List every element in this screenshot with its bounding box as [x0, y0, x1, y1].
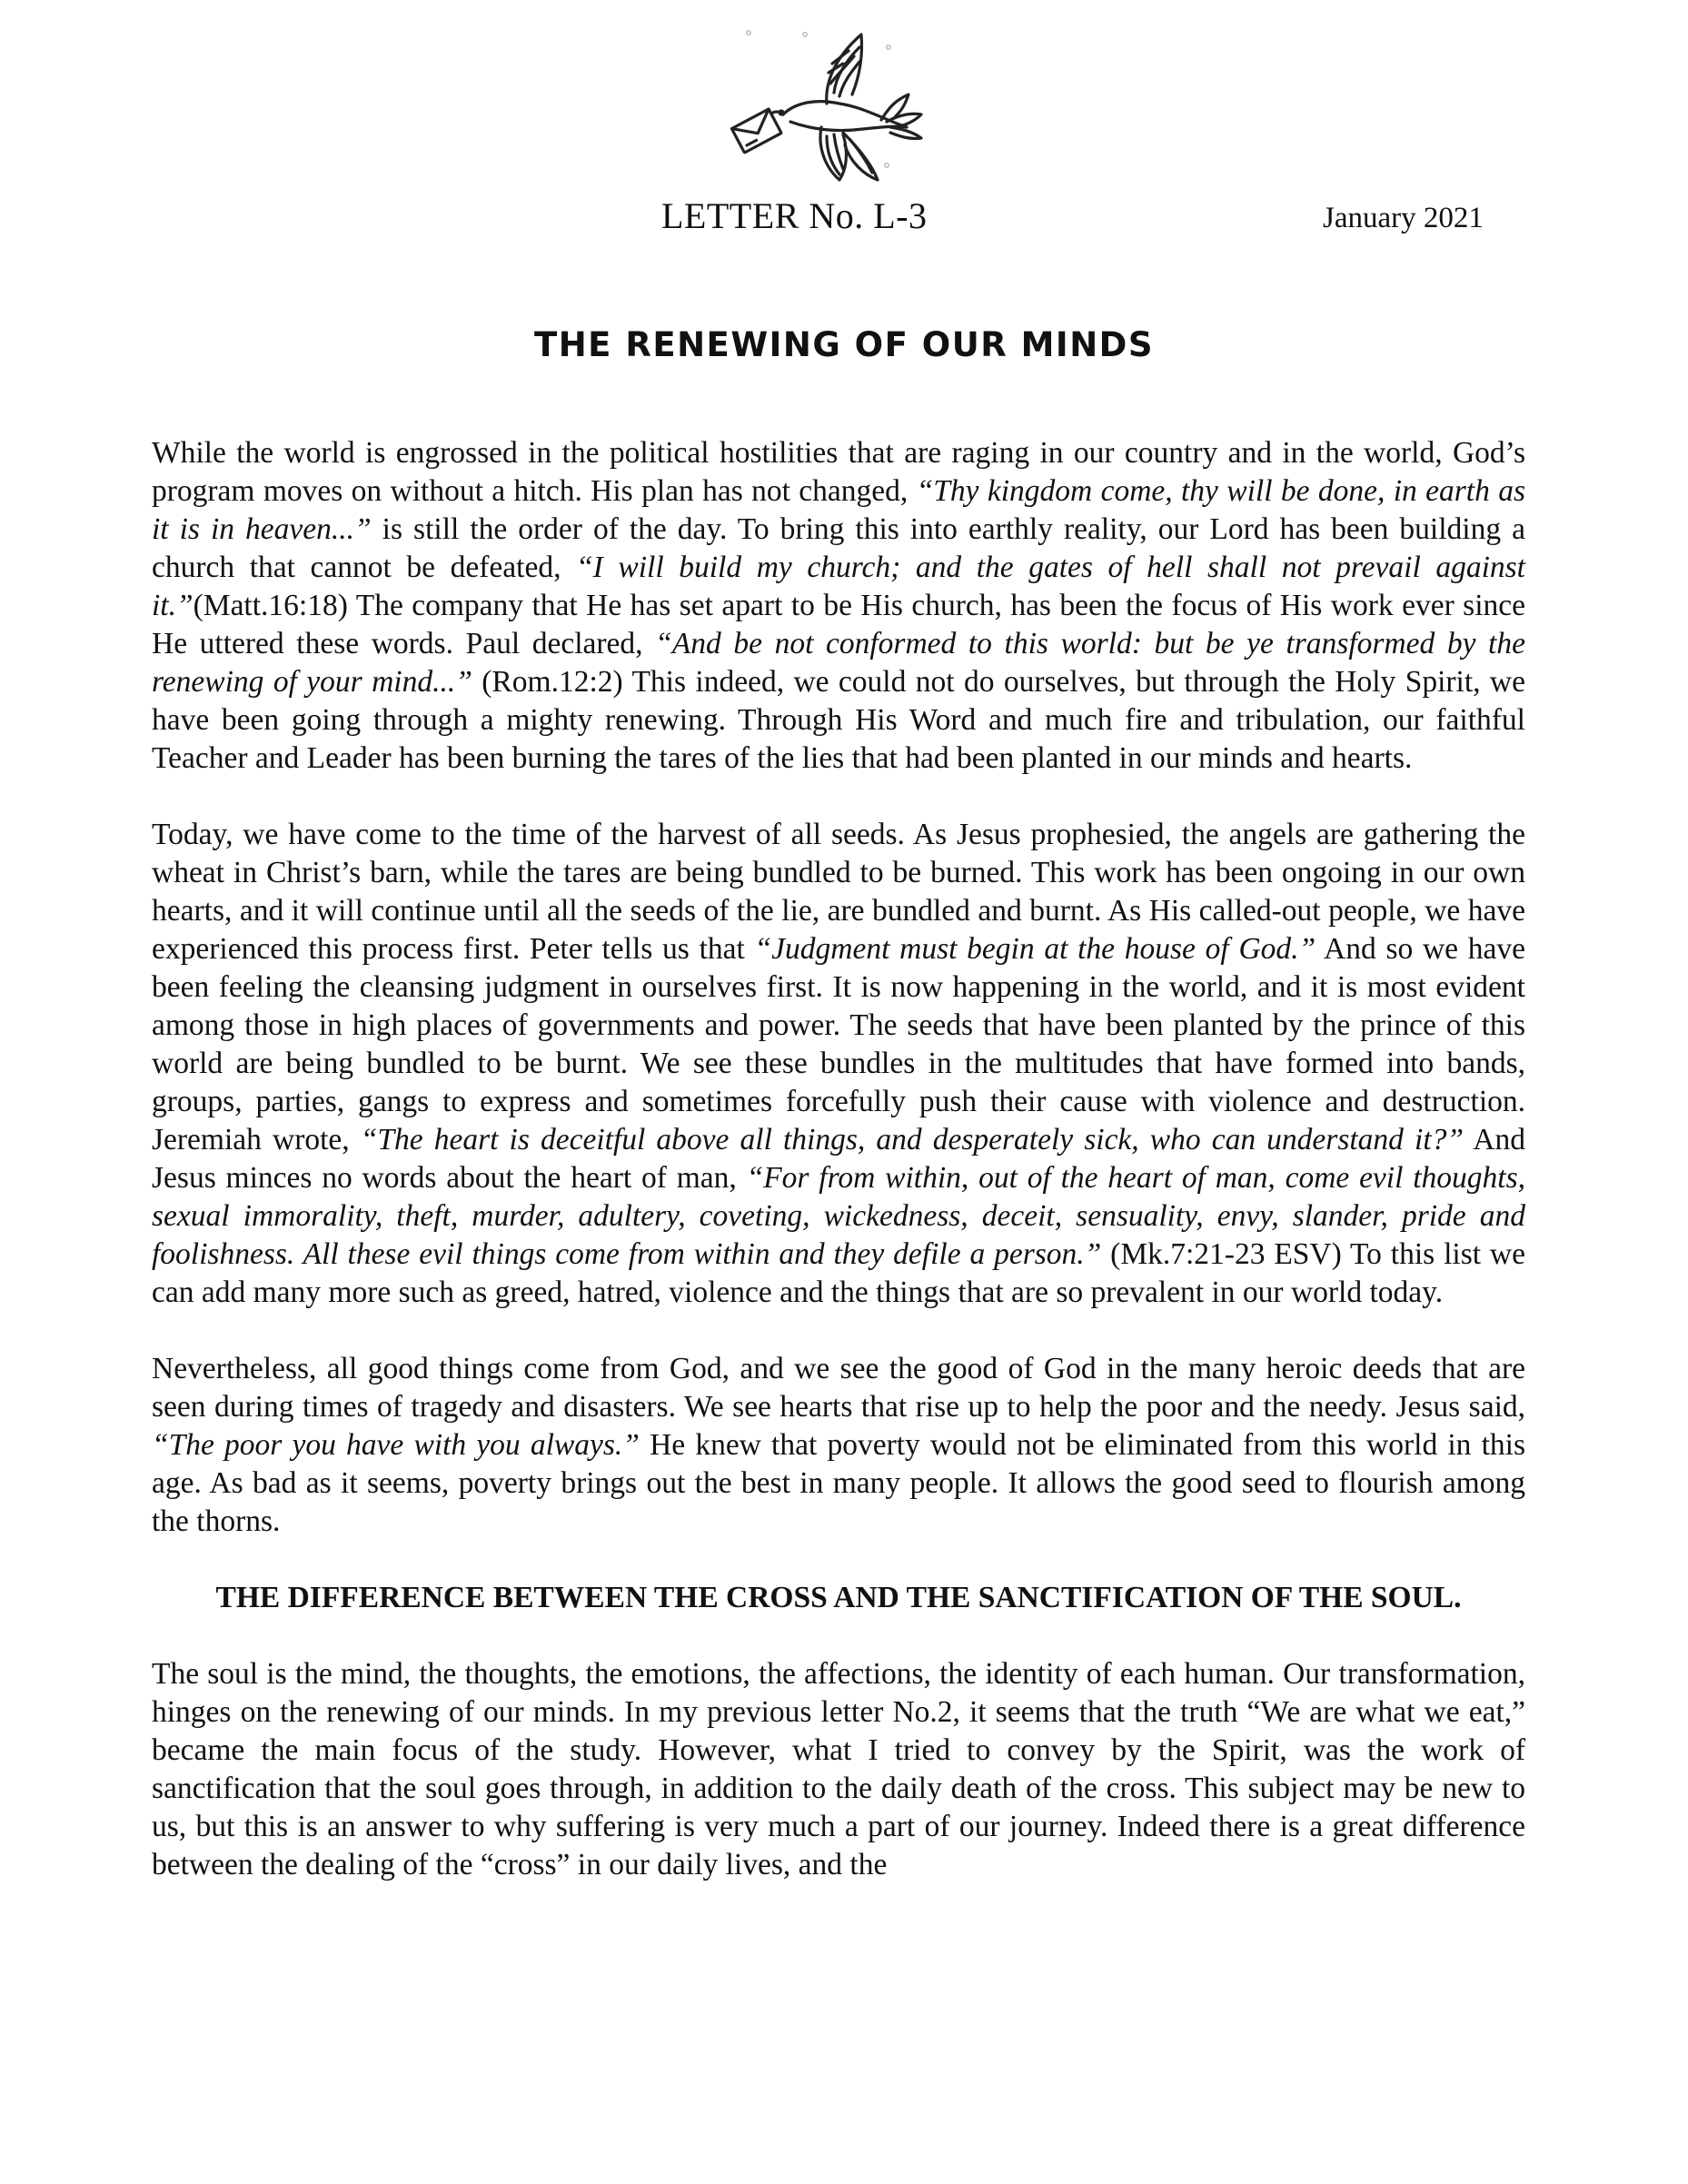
paragraph-text: The soul is the mind, the thoughts, the emotions, the affections, the identity of each human. Our transformation, hinges on the renewing of our minds. In my previous letter No.2, it seems that the truth “We are what we eat,” became the main focus of the study. However, what I tried to convey by the Spirit, was the work of sanctification that the soul goes through, in addition to the daily death of the cross. This subject may be new to us, but this is an answer to why suffering is very much a part of our journey. Indeed there is a great difference between the dealing of the “cross” in our daily lives, and the	[152, 1657, 1525, 1881]
paragraph-text: Today, we have come to the time of the harvest of all seeds. As Jesus prophesied, the angels are gathering the wheat in Christ’s barn, while the tares are being bundled to be burned. This work has been ongoing in our own hearts, and it will continue until all the seeds of the lie, are bundled and burnt. As His called-out people, we have experienced this process first. Peter tells us that	[152, 818, 1525, 966]
paragraph-text: (Mk.7:21-23 ESV) To this list we can add many more such as greed, hatred, violence and the things that are so prevalent in our world today.	[152, 1237, 1525, 1309]
paragraph-4	[152, 1655, 1525, 1884]
paragraph-text: Nevertheless, all good things come from God, and we see the good of God in the many heroic deeds that are seen during times of tragedy and disasters. We see hearts that rise up to help the poor and the needy. Jesus said,	[152, 1352, 1525, 1424]
paragraph-text: (Rom.12:2) This indeed, we could not do ourselves, but through the Holy Spirit, we have been going through a mighty renewing. Through His Word and much fire and tribulation, our faithful Teacher and Leader has been burning the tares of the lies that had been planted in our minds and hearts.	[152, 665, 1525, 775]
letter-number: LETTER No. L-3	[661, 195, 928, 236]
scripture-quote: “Judgment must begin at the house of God.”	[754, 932, 1316, 966]
scripture-quote: “The heart is deceitful above all things, and desperately sick, who can understand it?”	[360, 1123, 1465, 1157]
section-heading: THE DIFFERENCE BETWEEN THE CROSS AND THE SANCTIFICATION OF THE SOUL.	[215, 1581, 1462, 1614]
paragraph-text: While the world is engrossed in the political hostilities that are raging in our country and in the world, God’s program moves on without a hitch. His plan has not changed,	[152, 436, 1525, 508]
scripture-quote: “Thy kingdom come, thy will be done, in earth as it is in heaven...”	[152, 474, 1525, 546]
paragraph-text: And so we have been feeling the cleansing judgment in ourselves first. It is now happening in the world, and it is most evident among those in high places of governments and power. The seeds that have been planted by the prince of this world are being bundled to be burnt. We see these bundles in the multitudes that have formed into bands, groups, parties, gangs to express and sometimes forcefully push their cause with violence and destruction. Jeremiah wrote,	[152, 932, 1525, 1157]
dove-with-letter-icon	[727, 20, 931, 193]
paragraph-2	[152, 816, 1525, 1312]
letter-date: January 2021	[1323, 202, 1484, 234]
paragraph-text: And Jesus minces no words about the heart of man,	[152, 1123, 1525, 1195]
paragraph-3	[152, 1350, 1525, 1541]
scripture-quote: “For from within, out of the heart of man, come evil thoughts, sexual immorality, theft, murder, adultery, coveting, wickedness, deceit, sensuality, envy, slander, pride and foolishness. All these evil things come from within and they defile a person.”	[152, 1161, 1526, 1271]
paragraph-text: (Matt.16:18) The company that He has set apart to be His church, has been the focus of His work ever since He uttered these words. Paul declared,	[152, 589, 1525, 660]
page-title: THE RENEWING OF OUR MINDS	[533, 325, 1155, 364]
paragraph-text: is still the order of the day. To bring this into earthly reality, our Lord has been building a church that cannot be defeated,	[152, 512, 1525, 584]
paragraph-1	[152, 434, 1525, 778]
paragraph-text: He knew that poverty would not be eliminated from this world in this age. As bad as it seems, poverty brings out the best in many people. It allows the good seed to flourish among the thorns.	[152, 1428, 1525, 1538]
scripture-quote: “And be not conformed to this world: but be ye transformed by the renewing of your mind...”	[152, 627, 1525, 699]
scripture-quote: “I will build my church; and the gates of hell shall not prevail against it.”	[152, 551, 1525, 622]
letter-body	[152, 434, 1525, 1884]
scripture-quote: “The poor you have with you always.”	[152, 1428, 640, 1462]
